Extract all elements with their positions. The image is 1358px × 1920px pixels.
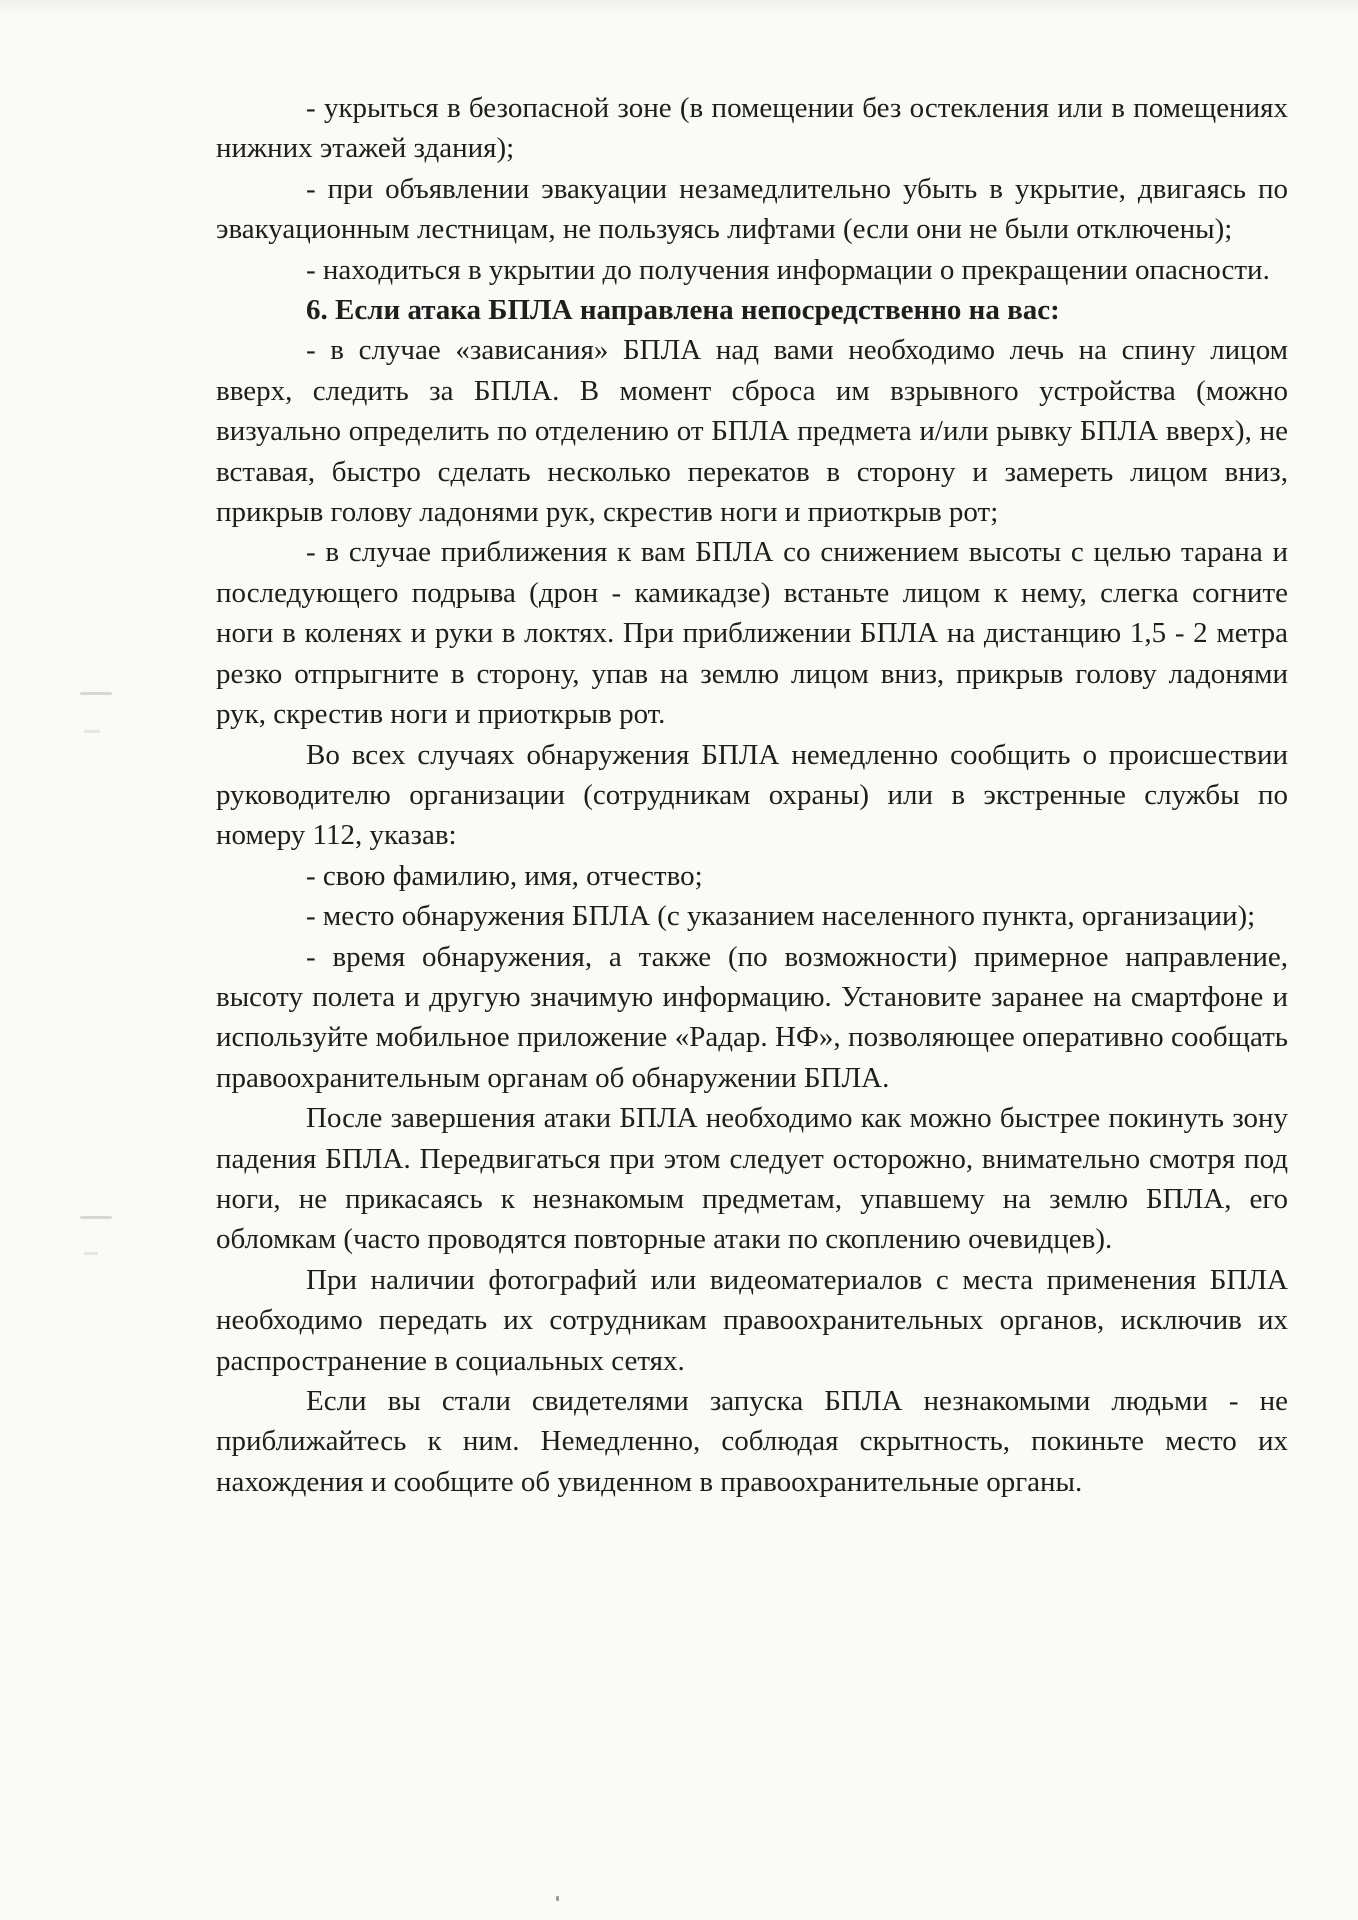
scan-artifact (84, 1252, 98, 1255)
list-item: - в случае приближения к вам БПЛА со снижением высоты с целью тарана и последующего подрыва (дрон - камикадзе) встаньте лицом к нему, слегка согните ноги в коленях и руки в локтях. При приближении БПЛА на дистанцию 1,5 - 2 метра резко отпрыгните в сторону, упав на землю лицом вниз, прикрыв голову ладонями рук, скрестив ноги и приоткрыв рот. (216, 536, 1288, 731)
scan-artifact (80, 692, 112, 695)
paragraph: При наличии фотографий или видеоматериалов с места применения БПЛА необходимо передать их сотрудникам правоохранительных органов, исключив их распространение в социальных сетях. (216, 1263, 1288, 1377)
scan-artifact (80, 1216, 112, 1219)
paragraph: После завершения атаки БПЛА необходимо как можно быстрее покинуть зону падения БПЛА. Передвигаться при этом следует осторожно, внимательно смотря под ноги, не прикасаясь к незнакомым предметам, упавшему на землю БПЛА, его обломкам (часто проводятся повторные атаки по скоплению очевидцев). (216, 1102, 1288, 1256)
paragraph: Если вы стали свидетелями запуска БПЛА незнакомыми людьми - не приближайтесь к ним. Немедленно, соблюдая скрытность, покиньте место их нахождения и сообщите об увиденном в правоохранительные органы. (216, 1385, 1288, 1498)
section-heading: 6. Если атака БПЛА направлена непосредственно на вас: (306, 294, 1060, 327)
paragraph: Во всех случаях обнаружения БПЛА немедленно сообщить о происшествии руководителю организации (сотрудникам охраны) или в экстренные службы по номеру 112, указав: (216, 738, 1288, 852)
document-body (216, 88, 1288, 1502)
scan-top-edge (0, 0, 1358, 14)
list-item: - свою фамилию, имя, отчество; (306, 859, 703, 892)
list-item: - время обнаружения, а также (по возможности) примерное направление, высоту полета и другую значимую информацию. Установите заранее на смартфоне и используйте мобильное приложение «Радар. НФ», позволяющее оперативно сообщать правоохранительным органам об обнаружении БПЛА. (216, 940, 1288, 1094)
list-item: - в случае «зависания» БПЛА над вами необходимо лечь на спину лицом вверх, следить за БПЛА. В момент сброса им взрывного устройства (можно визуально определить по отделению от БПЛА предмета и/или рывку БПЛА вверх), не вставая, быстро сделать несколько перекатов в сторону и замереть лицом вниз, прикрыв голову ладонями рук, скрестив ноги и приоткрыв рот; (216, 334, 1288, 529)
scan-dot (556, 1896, 559, 1901)
list-item: - при объявлении эвакуации незамедлительно убыть в укрытие, двигаясь по эвакуационным лестницам, не пользуясь лифтами (если они не были отключены); (216, 172, 1288, 246)
list-item: - место обнаружения БПЛА (с указанием населенного пункта, организации); (306, 900, 1256, 933)
scan-artifact (84, 730, 100, 733)
list-item: - находиться в укрытии до получения информации о прекращении опасности. (306, 253, 1270, 286)
list-item: - укрыться в безопасной зоне (в помещении без остекления или в помещениях нижних этажей здания); (216, 92, 1288, 165)
